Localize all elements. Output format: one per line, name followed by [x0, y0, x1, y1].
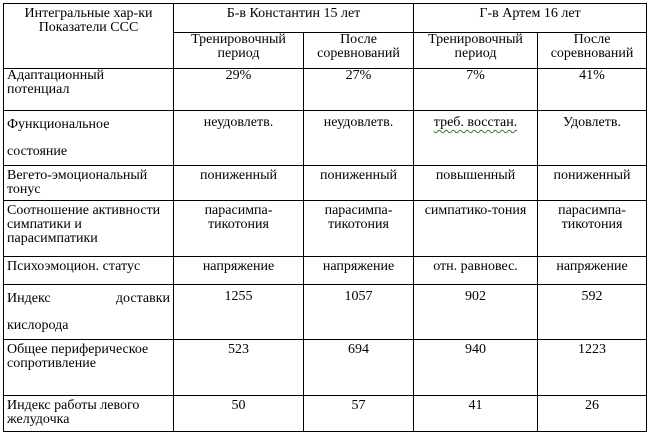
- table-row: [4, 396, 647, 432]
- row-label-word: кислорода: [7, 318, 69, 333]
- row-label: [4, 285, 174, 340]
- table-cell: парасимпа-тикотония: [538, 201, 647, 257]
- row-label: Адаптационный потенциал: [4, 69, 174, 111]
- row-label: Психоэмоцион. статус: [4, 257, 174, 285]
- table-cell: пониженный: [174, 166, 304, 201]
- table-row: [4, 257, 647, 285]
- table-cell: Удовлетв.: [538, 111, 647, 166]
- header-group-1: Б-в Константин 15 лет: [174, 4, 414, 33]
- row-label: Соотношение активности симпатики и парасимпатики: [4, 201, 174, 257]
- cell-text-spellcheck: треб. восстан.: [433, 115, 518, 130]
- table-cell: неудовлетв.: [174, 111, 304, 166]
- data-table: [3, 3, 647, 432]
- table-cell: 41: [414, 396, 538, 432]
- row-label: Индекс работы левого желудочка: [4, 396, 174, 432]
- table-cell: симпатико-тония: [414, 201, 538, 257]
- row-label: Общее периферическое сопротивление: [4, 340, 174, 396]
- header-row: [4, 4, 647, 33]
- table-row: [4, 201, 647, 257]
- subheader-cell: После соревнований: [304, 33, 414, 69]
- table-cell: 592: [538, 285, 647, 340]
- table-cell: парасимпа-тикотония: [304, 201, 414, 257]
- table-cell: 57: [304, 396, 414, 432]
- row-label-word: доставки: [115, 291, 170, 306]
- table-cell: 7%: [414, 69, 538, 111]
- table-cell: пониженный: [304, 166, 414, 201]
- row-label-word: Индекс: [7, 291, 51, 306]
- row-label: Вегето-эмоциональный тонус: [4, 166, 174, 201]
- row-label-line: [7, 285, 170, 312]
- header-group-2: Г-в Артем 16 лет: [414, 4, 647, 33]
- table-cell: 1057: [304, 285, 414, 340]
- subheader-cell: После соревнований: [538, 33, 647, 69]
- table-cell: повышенный: [414, 166, 538, 201]
- subheader-cell: Тренировочный период: [174, 33, 304, 69]
- row-label: Функциональное состояние: [4, 111, 174, 166]
- table-cell: 694: [304, 340, 414, 396]
- table-cell: 940: [414, 340, 538, 396]
- table-cell: 27%: [304, 69, 414, 111]
- table-cell: 29%: [174, 69, 304, 111]
- table-row: [4, 340, 647, 396]
- table-cell: 1255: [174, 285, 304, 340]
- table-cell: напряжение: [174, 257, 304, 285]
- table-cell: напряжение: [538, 257, 647, 285]
- table-cell: 902: [414, 285, 538, 340]
- header-row-label: Интегральные хар-ки Показатели ССС: [4, 4, 174, 69]
- table-cell: отн. равновес.: [414, 257, 538, 285]
- table-cell: 26: [538, 396, 647, 432]
- table-row: [4, 166, 647, 201]
- table-cell: пониженный: [538, 166, 647, 201]
- table-cell: 523: [174, 340, 304, 396]
- table-cell: 50: [174, 396, 304, 432]
- table-cell: 1223: [538, 340, 647, 396]
- table-row: [4, 69, 647, 111]
- table-cell: [414, 111, 538, 166]
- subheader-cell: Тренировочный период: [414, 33, 538, 69]
- table-cell: неудовлетв.: [304, 111, 414, 166]
- table-container: [3, 3, 647, 432]
- table-row: [4, 285, 647, 340]
- table-cell: напряжение: [304, 257, 414, 285]
- table-row: [4, 111, 647, 166]
- table-cell: 41%: [538, 69, 647, 111]
- table-cell: парасимпа-тикотония: [174, 201, 304, 257]
